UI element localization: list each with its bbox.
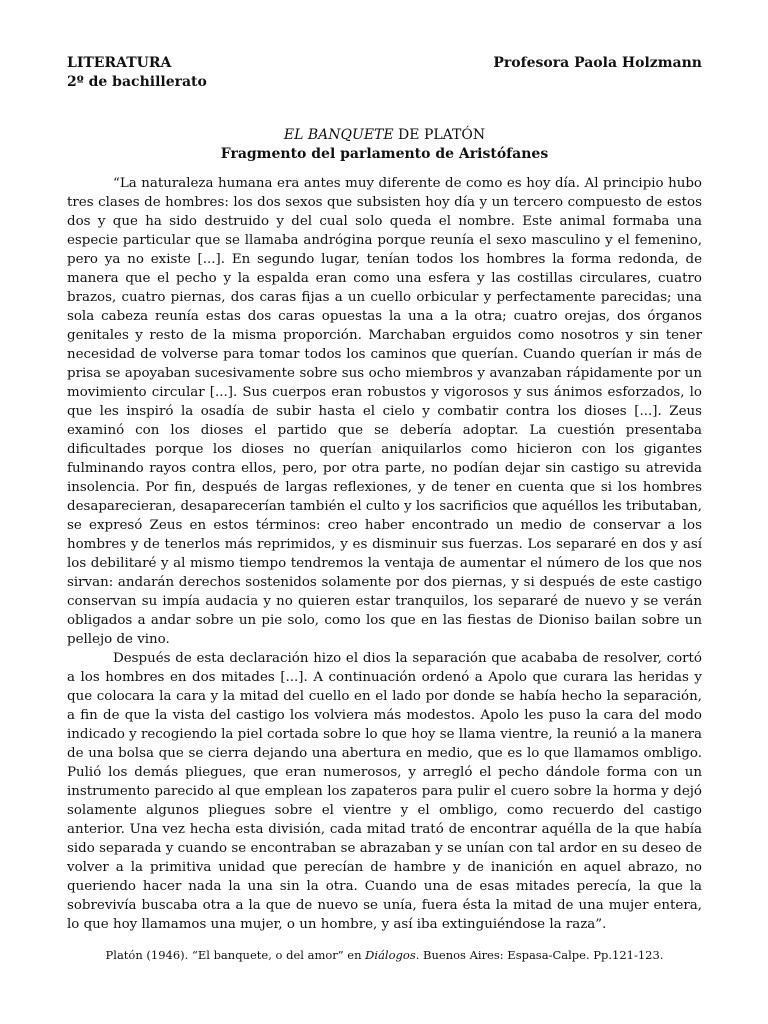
document-header [67,54,702,92]
citation-suffix: . Buenos Aires: Espasa-Calpe. Pp.121-123. [415,948,664,962]
title-block [67,126,702,164]
document-title [67,126,702,145]
subject-label: LITERATURA [67,55,172,71]
work-author: DE PLATÓN [393,127,486,143]
paragraph-1: “La naturaleza humana era antes muy diferente de como es hoy día. Al principio hubo tres clases de hombres: los dos sexos que subsisten hoy día y un tercero compuesto de estos dos y que ha sido destruido y del cual solo queda el nombre. Este animal formaba una especie particular que se llamaba andrógina porque reunía el sexo masculino y el femenino, pero ya no existe [...]. En segundo lugar, tenían todos los hombres la forma redonda, de manera que el pecho y la espalda eran como una esfera y las costillas circulares, cuatro brazos, cuatro piernas, dos caras fijas a un cuello orbicular y perfectamente parecidas; una sola cabeza reunía estas dos caras opuestas la una a la otra; cuatro orejas, dos órganos genitales y resto de la misma proporción. Marchaban erguidos como nosotros y sin tener necesidad de volverse para tomar todos los caminos que querían. Cuando querían ir más de prisa se apoyaban sucesivamente sobre sus ocho miembros y avanzaban rápidamente por un movimiento circular [...]. Sus cuerpos eran robustos y vigorosos y sus ánimos esforzados, lo que les inspiró la osadía de subir hasta el cielo y combatir contra los dioses [...]. Zeus examinó con los dioses el partido que se debería adoptar. La cuestión presentaba dificultades porque los dioses no querían aniquilarlos como hicieron con los gigantes fulminando rayos contra ellos, pero, por otra parte, no podían dejar sin castigo su atrevida insolencia. Por fin, después de largas reflexiones, y de tener en cuenta que si los hombres desaparecieran, desaparecerían también el culto y los sacrificios que aquéllos les tributaban, se expresó Zeus en estos términos: creo haber encontrado un medio de conservar a los hombres y de tenerlos más reprimidos, y es disminuir sus fuerzas. Los separaré en dos y así los debilitaré y al mismo tiempo tendremos la ventaja de aumentar el número de los que nos sirvan: andarán derechos sostenidos solamente por dos piernas, y si después de este castigo conservan su impía audacia y no quieren estar tranquilos, los separaré de nuevo y se verán obligados a andar sobre un pie solo, como los que en las fiestas de Dioniso bailan sobre un pellejo de vino. [67,176,702,647]
citation-prefix: Platón (1946). “El banquete, o del amor” en [105,948,366,962]
course-level: 2º de bachillerato [67,74,207,90]
citation-book-title: Diálogos [365,948,416,962]
document-subtitle: Fragmento del parlamento de Aristófanes [220,146,549,162]
paragraph-2: Después de esta declaración hizo el dios la separación que acababa de resolver, cortó a los hombres en dos mitades [...]. A continuación ordenó a Apolo que curara las heridas y que colocara la cara y la mitad del cuello en el lado por donde se había hecho la separación, a fin de que la vista del castigo los volviera más modestos. Apolo les puso la cara del modo indicado y recogiendo la piel cortada sobre lo que hoy se llama vientre, la reunió a la manera de una bolsa que se cierra dejando una abertura en medio, que es lo que llamamos ombligo. Pulió los demás pliegues, que eran numerosos, y arregló el pecho dándole forma con un instrumento parecido al que emplean los zapateros para pulir el cuero sobre la horma y dejó solamente algunos pliegues sobre el vientre y el ombligo, como recuerdo del castigo anterior. Una vez hecha esta división, cada mitad trató de encontrar aquélla de la que había sido separada y cuando se encontraban se abrazaban y se unían con tal ardor en su deseo de volver a la primitiva unidad que perecían de hambre y de inanición en aquel abrazo, no queriendo hacer nada la una sin la otra. Cuando una de esas mitades perecía, la que la sobrevivía buscaba otra a la que de nuevo se unía, fuera ésta la mitad de una mujer entera, lo que hoy llamamos una mujer, o un hombre, y así iba extinguiéndose la raza”. [67,651,702,932]
teacher-name: Profesora Paola Holzmann [493,55,702,71]
body-text [67,174,702,934]
bibliographic-citation [67,948,702,963]
course-info [67,54,207,92]
work-title: EL BANQUETE [283,127,394,143]
